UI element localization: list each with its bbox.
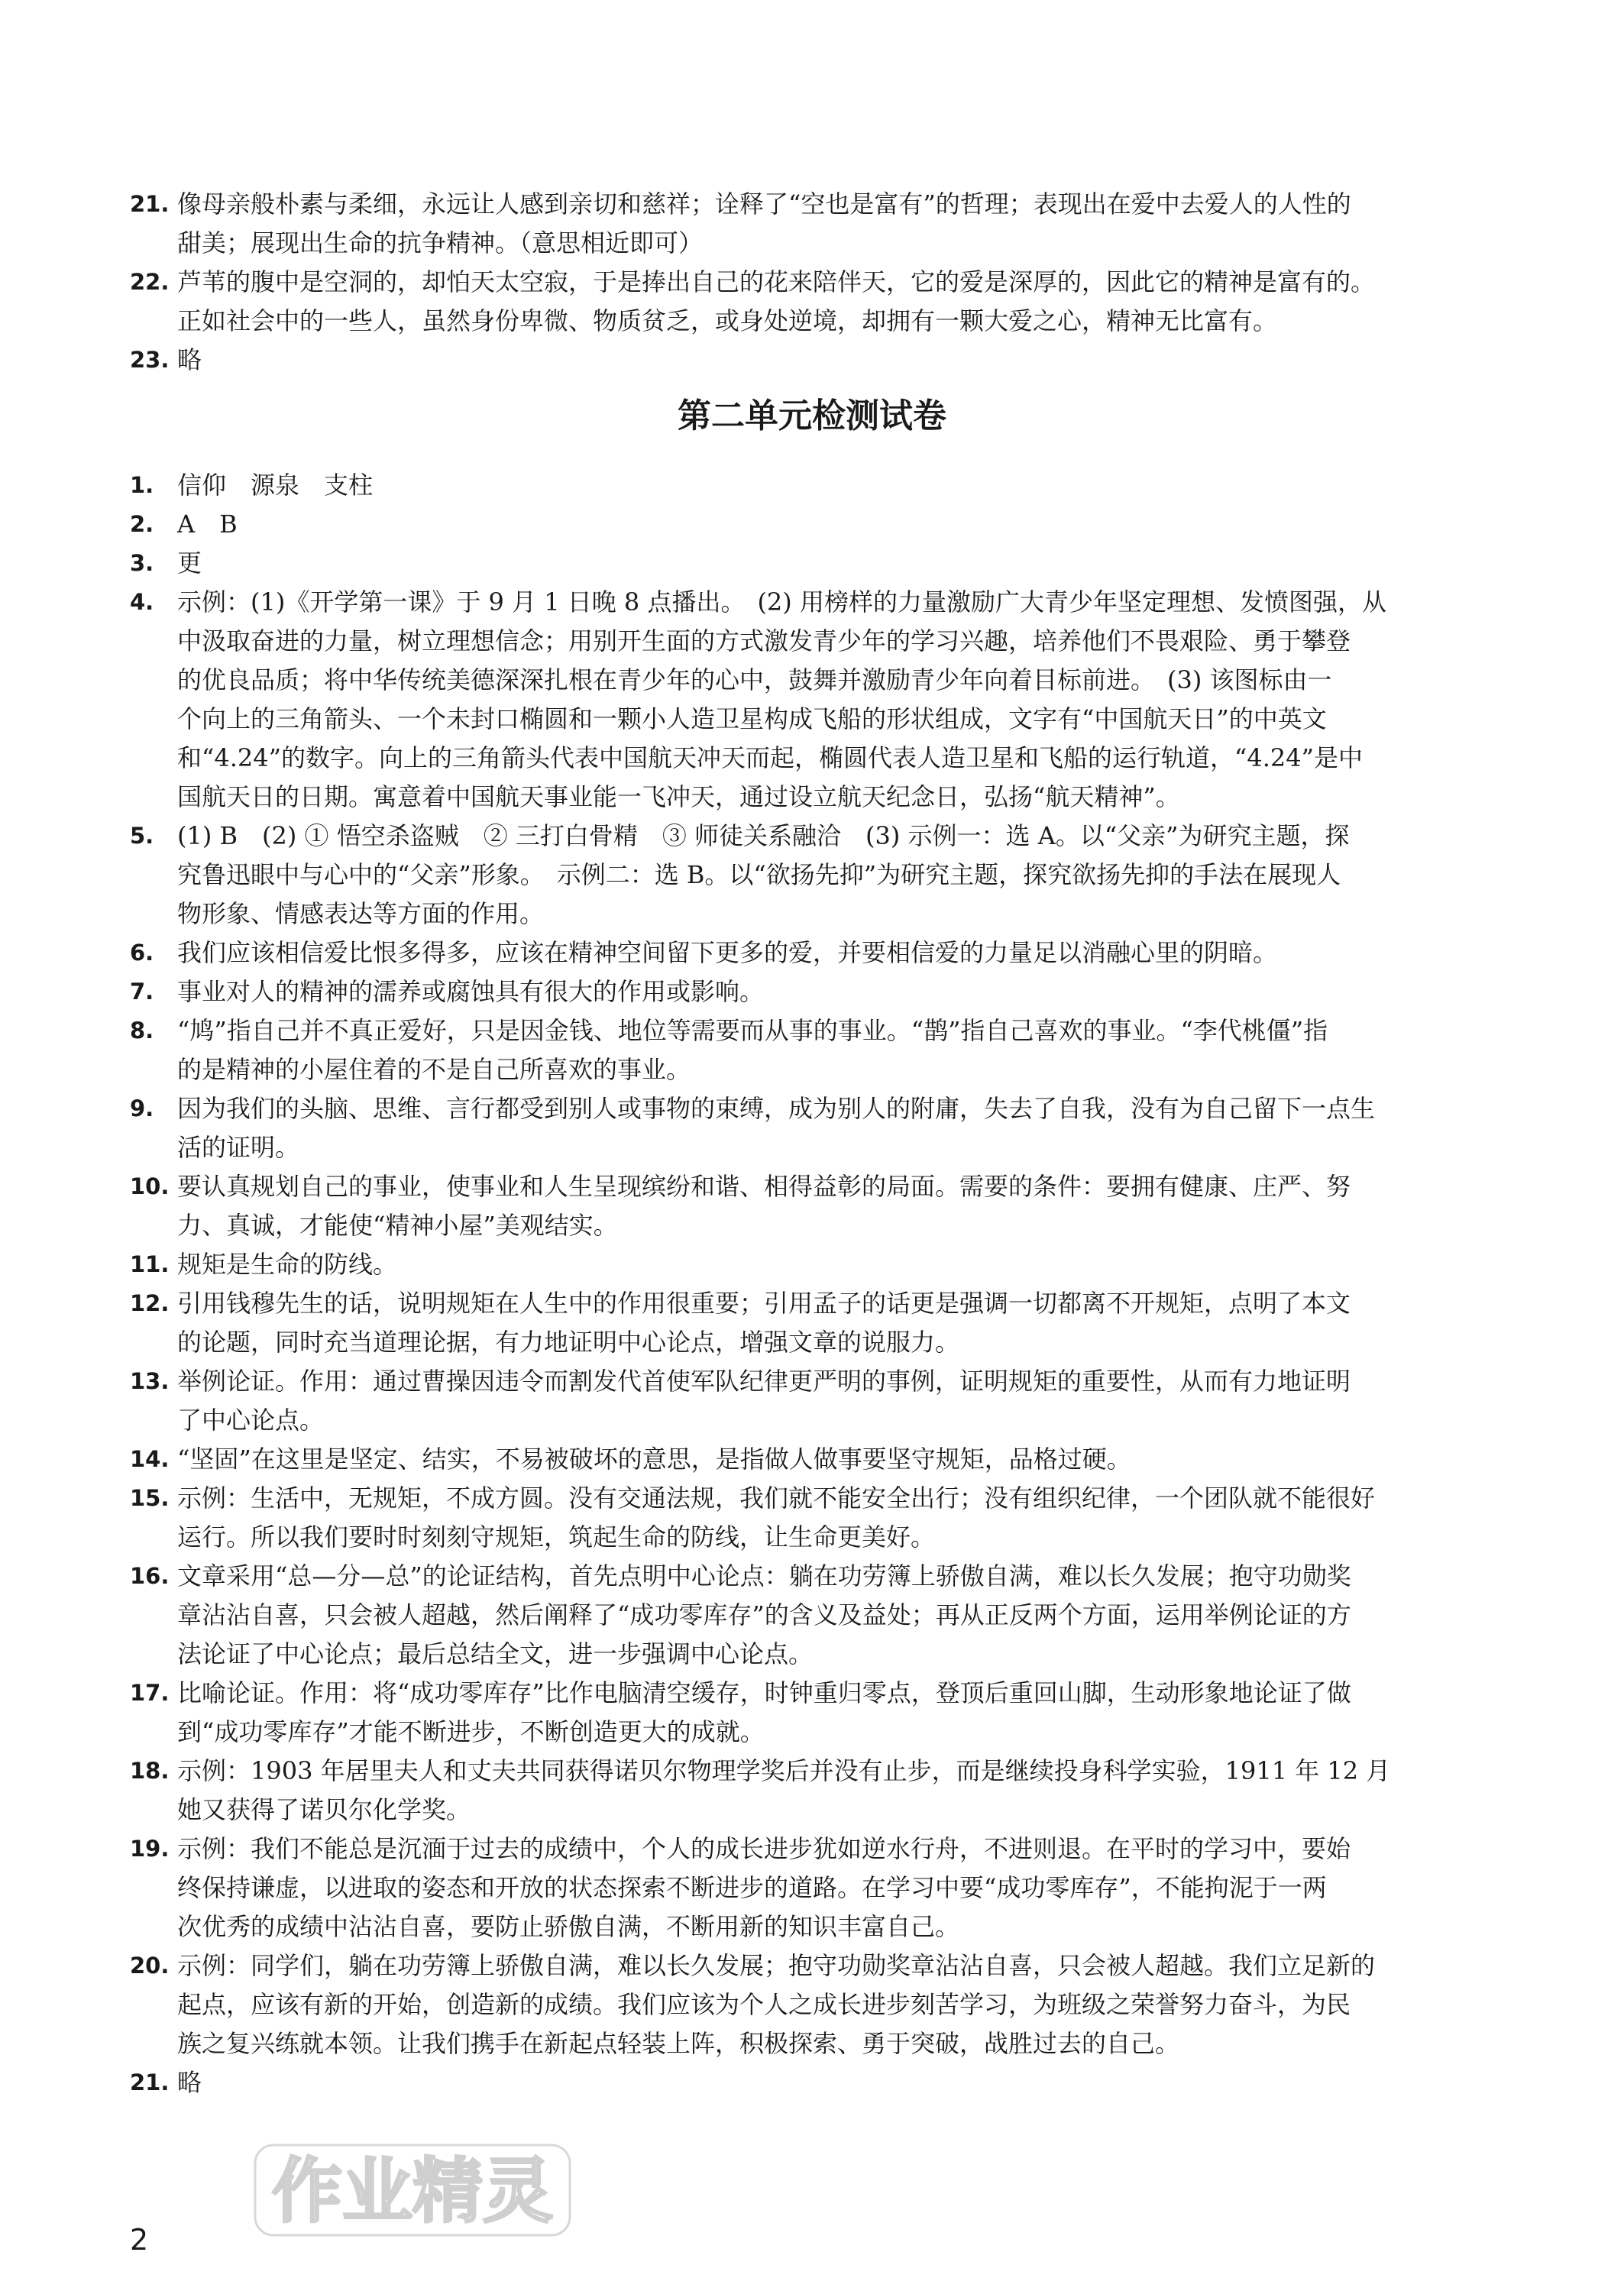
answer-number: 23. <box>130 347 170 373</box>
answer-line: 正如社会中的一些人，虽然身份卑微、物质贫乏，或身处逆境，却拥有一颗大爱之心，精神无比富有。 <box>177 306 1278 335</box>
answer-line: 和“4.24”的数字。向上的三角箭头代表中国航天冲天而起，椭圆代表人造卫星和飞船的运行轨道，“4.24”是中 <box>177 743 1363 772</box>
answer-line: 示例：生活中，无规矩，不成方圆。没有交通法规，我们就不能安全出行；没有组织纪律，一个团队就不能很好 <box>177 1484 1376 1513</box>
top-answer-22 <box>130 263 1491 341</box>
answer-2 <box>130 505 1491 544</box>
answer-line: 更 <box>177 548 202 578</box>
answer-number: 21. <box>130 191 170 217</box>
answer-line: 举例论证。作用：通过曹操因违令而割发代首使军队纪律更严明的事例，证明规矩的重要性，从而有力地证明 <box>177 1367 1351 1396</box>
answer-line: 的论题，同时充当道理论据，有力地证明中心论点，增强文章的说服力。 <box>177 1328 960 1357</box>
answer-line: 个向上的三角箭头、一个未封口椭圆和一颗小人造卫星构成飞船的形状组成，文字有“中国航天日”的中英文 <box>177 704 1327 733</box>
answer-number: 3. <box>130 550 154 576</box>
answer-6 <box>130 934 1491 972</box>
answer-13 <box>130 1362 1491 1440</box>
answer-line: 的优良品质；将中华传统美德深深扎根在青少年的心中，鼓舞并激励青少年向着目标前进。 (3) 该图标由一 <box>177 665 1332 694</box>
answer-line: 族之复兴练就本领。让我们携手在新起点轻装上阵，积极探索、勇于突破，战胜过去的自己。 <box>177 2029 1180 2058</box>
answer-line: 活的证明。 <box>177 1133 300 1162</box>
answer-number: 5. <box>130 823 154 849</box>
answer-number: 15. <box>130 1485 170 1511</box>
answer-line: 文章采用“总—分—总”的论证结构，首先点明中心论点：躺在功劳簿上骄傲自满，难以长久发展；抱守功勋奖 <box>177 1561 1351 1590</box>
answer-number: 4. <box>130 589 154 615</box>
answer-line: 法论证了中心论点；最后总结全文，进一步强调中心论点。 <box>177 1639 814 1668</box>
answer-number: 21. <box>130 2069 170 2095</box>
answer-line: 事业对人的精神的濡养或腐蚀具有很大的作用或影响。 <box>177 977 765 1006</box>
answer-15 <box>130 1479 1491 1557</box>
answer-9 <box>130 1089 1491 1167</box>
answer-line: 起点，应该有新的开始，创造新的成绩。我们应该为个人之成长进步刻苦学习，为班级之荣誉努力奋斗，为民 <box>177 1990 1351 2019</box>
answer-line: 物形象、情感表达等方面的作用。 <box>177 899 545 928</box>
answer-number: 11. <box>130 1251 170 1277</box>
answer-8 <box>130 1011 1491 1089</box>
answer-line: 究鲁迅眼中与心中的“父亲”形象。 示例二：选 B。以“欲扬先抑”为研究主题，探究欲扬先抑的手法在展现人 <box>177 860 1341 889</box>
answer-number: 8. <box>130 1018 154 1044</box>
answer-number: 2. <box>130 511 154 537</box>
answer-line: 示例：1903 年居里夫人和丈夫共同获得诺贝尔物理学奖后并没有止步，而是继续投身科学实验，1911 年 12 月 <box>177 1756 1391 1785</box>
answer-12 <box>130 1284 1491 1362</box>
answer-5 <box>130 817 1491 934</box>
answer-number: 14. <box>130 1446 170 1472</box>
answer-line: 信仰 源泉 支柱 <box>177 471 374 500</box>
answer-4 <box>130 583 1491 817</box>
answer-number: 13. <box>130 1368 170 1394</box>
svg-text:作业精灵: 作业精灵 <box>271 2150 554 2232</box>
answer-line: “鸠”指自己并不真正爱好，只是因金钱、地位等需要而从事的事业。“鹊”指自己喜欢的事业。“李代桃僵”指 <box>177 1016 1328 1045</box>
answer-17 <box>130 1674 1491 1752</box>
answer-line: 引用钱穆先生的话，说明规矩在人生中的作用很重要；引用孟子的话更是强调一切都离不开规矩，点明了本文 <box>177 1289 1351 1318</box>
answer-18 <box>130 1752 1491 1830</box>
answer-3 <box>130 544 1491 583</box>
answer-number: 20. <box>130 1953 170 1979</box>
answer-21 <box>130 2063 1491 2102</box>
answer-line: 芦苇的腹中是空洞的，却怕天太空寂，于是捧出自己的花来陪伴天，它的爱是深厚的，因此它的精神是富有的。 <box>177 267 1376 296</box>
answer-line: 示例：我们不能总是沉湎于过去的成绩中，个人的成长进步犹如逆水行舟，不进则退。在平时的学习中，要始 <box>177 1834 1351 1863</box>
answer-number: 12. <box>130 1290 170 1316</box>
answer-number: 6. <box>130 940 154 966</box>
answer-line: 的是精神的小屋住着的不是自己所喜欢的事业。 <box>177 1055 691 1084</box>
top-answer-21 <box>130 185 1491 263</box>
answer-number: 7. <box>130 979 154 1005</box>
page-number: 2 <box>130 2223 149 2257</box>
answer-line: 国航天日的日期。寓意着中国航天事业能一飞冲天，通过设立航天纪念日，弘扬“航天精神”。 <box>177 782 1180 811</box>
answer-7 <box>130 972 1491 1011</box>
answer-10 <box>130 1167 1491 1245</box>
answer-number: 22. <box>130 269 170 295</box>
answer-line: 甜美；展现出生命的抗争精神。（意思相近即可） <box>177 228 704 257</box>
answer-line: “坚固”在这里是坚定、结实，不易被破坏的意思，是指做人做事要坚守规矩，品格过硬。 <box>177 1445 1131 1474</box>
answer-number: 19. <box>130 1836 170 1862</box>
answer-line: 到“成功零库存”才能不断进步，不断创造更大的成就。 <box>177 1717 765 1746</box>
answer-line: 因为我们的头脑、思维、言行都受到别人或事物的束缚，成为别人的附庸，失去了自我，没有为自己留下一点生 <box>177 1094 1376 1123</box>
answer-line: 终保持谦虚，以进取的姿态和开放的状态探索不断进步的道路。在学习中要“成功零库存”，不能拘泥于一两 <box>177 1873 1327 1902</box>
answer-line: 了中心论点。 <box>177 1406 325 1435</box>
answer-number: 18. <box>130 1758 170 1784</box>
answer-line: 章沾沾自喜，只会被人超越，然后阐释了“成功零库存”的含义及益处；再从正反两个方面，运用举例论证的方 <box>177 1600 1351 1629</box>
answer-number: 10. <box>130 1173 170 1199</box>
answer-line: 像母亲般朴素与柔细，永远让人感到亲切和慈祥；诠释了“空也是富有”的哲理；表现出在爱中去爱人的人性的 <box>177 189 1351 218</box>
watermark-logo-icon <box>252 2131 573 2246</box>
answer-line: 示例：(1)《开学第一课》于 9 月 1 日晚 8 点播出。 (2) 用榜样的力量激励广大青少年坚定理想、发愤图强，从 <box>177 587 1386 616</box>
top-answer-23 <box>130 341 1491 380</box>
answer-16 <box>130 1557 1491 1674</box>
answer-20 <box>130 1946 1491 2063</box>
answer-line: A B <box>177 510 238 539</box>
answer-line: 略 <box>177 2068 202 2097</box>
answer-number: 1. <box>130 472 154 498</box>
answer-line: (1) B (2) ① 悟空杀盗贼 ② 三打白骨精 ③ 师徒关系融洽 (3) 示例一：选 A。以“父亲”为研究主题，探 <box>177 821 1350 850</box>
answer-line: 我们应该相信爱比恨多得多，应该在精神空间留下更多的爱，并要相信爱的力量足以消融心里的阴暗。 <box>177 938 1278 967</box>
answer-19 <box>130 1830 1491 1946</box>
answer-line: 规矩是生命的防线。 <box>177 1250 398 1279</box>
answer-line: 要认真规划自己的事业，使事业和人生呈现缤纷和谐、相得益彰的局面。需要的条件：要拥有健康、庄严、努 <box>177 1172 1351 1201</box>
answer-number: 16. <box>130 1563 170 1589</box>
answer-11 <box>130 1245 1491 1284</box>
answer-number: 9. <box>130 1095 154 1121</box>
answer-line: 次优秀的成绩中沾沾自喜，要防止骄傲自满，不断用新的知识丰富自己。 <box>177 1912 960 1941</box>
answer-line: 力、真诚，才能使“精神小屋”美观结实。 <box>177 1211 618 1240</box>
answer-1 <box>130 466 1491 505</box>
answer-number: 17. <box>130 1680 170 1706</box>
answer-line: 她又获得了诺贝尔化学奖。 <box>177 1795 471 1824</box>
answer-line: 略 <box>177 345 202 374</box>
answer-line: 运行。所以我们要时时刻刻守规矩，筑起生命的防线，让生命更美好。 <box>177 1522 936 1552</box>
section-title: 第二单元检测试卷 <box>678 396 946 435</box>
answer-line: 比喻论证。作用：将“成功零库存”比作电脑清空缓存，时钟重归零点，登顶后重回山脚，生动形象地论证了做 <box>177 1678 1351 1707</box>
answer-line: 示例：同学们，躺在功劳簿上骄傲自满，难以长久发展；抱守功勋奖章沾沾自喜，只会被人超越。我们立足新的 <box>177 1951 1376 1980</box>
answer-line: 中汲取奋进的力量，树立理想信念；用别开生面的方式激发青少年的学习兴趣，培养他们不畏艰险、勇于攀登 <box>177 626 1351 655</box>
answer-14 <box>130 1440 1491 1479</box>
